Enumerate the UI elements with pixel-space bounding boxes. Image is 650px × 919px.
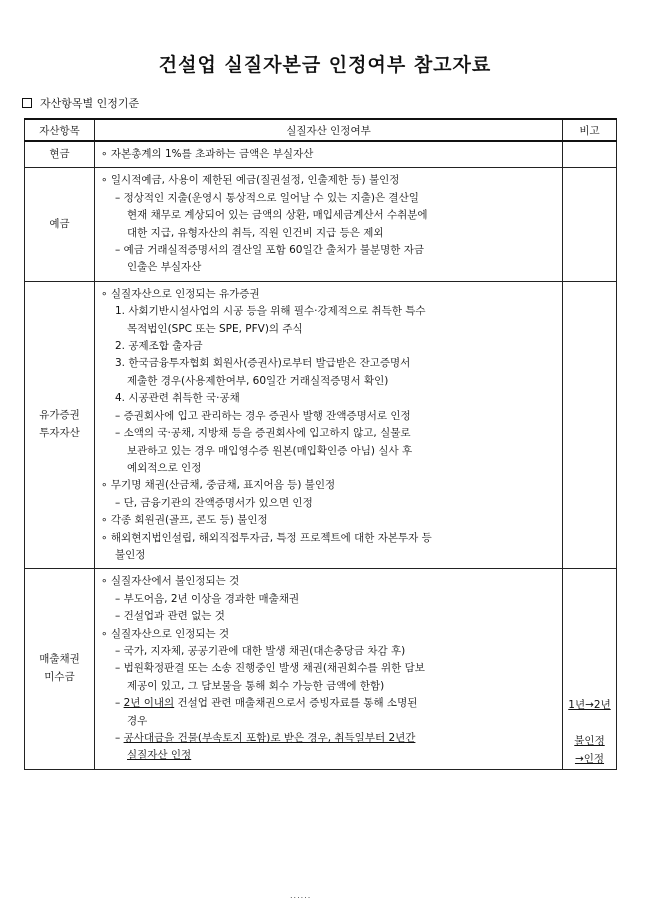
criteria-line: ∘ 실질자산으로 인정되는 유가증권 [101, 287, 260, 300]
header-note: 비고 [563, 119, 617, 141]
criteria-line: – 국가, 지자체, 공공기관에 대한 발생 채권(대손충당금 차감 후) [115, 644, 406, 657]
criteria-line: – 단, 금융기관의 잔액증명서가 있으면 인정 [115, 496, 313, 509]
note-cell [563, 281, 617, 569]
criteria-line: ∘ 자본총계의 1%를 초과하는 금액은 부실자산 [101, 148, 314, 160]
criteria-line: 목적법인(SPC 또는 SPE, PFV)의 주식 [127, 322, 303, 335]
checkbox-square-icon [22, 98, 32, 108]
criteria-line: ∘ 각종 회원권(골프, 콘도 등) 불인정 [101, 514, 268, 527]
table-row [25, 168, 617, 281]
note-cell [563, 569, 617, 769]
criteria-line: 제출한 경우(사용제한여부, 60일간 거래실적증명서 확인) [127, 374, 389, 387]
criteria-line: 보관하고 있는 경우 매입영수증 원본(매입확인증 아님) 실사 후 [127, 444, 413, 457]
page-footer-mark: ...... [290, 891, 312, 900]
category-label: 예금 [49, 217, 70, 230]
section-heading-text: 자산항목별 인정기준 [40, 97, 140, 110]
criteria-line: 불인정 [115, 548, 146, 561]
section-heading [22, 95, 139, 111]
criteria-line: – 공사대금을 건물(부속토지 포함)로 받은 경우, 취득일부터 2년간 [115, 732, 416, 744]
criteria-line: 제공이 있고, 그 담보물을 통해 회수 가능한 금액에 한함) [127, 679, 385, 692]
criteria-line: 3. 한국금융투자협회 회원사(증권사)로부터 발급받은 잔고증명서 [115, 357, 411, 370]
criteria-line: – 건설업과 관련 없는 것 [115, 610, 225, 623]
criteria-line: 현재 채무로 계상되어 있는 금액의 상환, 매입세금계산서 수취분에 [127, 209, 428, 222]
criteria-line: 인출은 부실자산 [127, 261, 202, 274]
criteria-cell [95, 141, 563, 168]
criteria-line: – 소액의 국·공채, 지방채 등을 증권회사에 입고하지 않고, 실물로 [115, 427, 411, 440]
category-cell [25, 569, 95, 769]
criteria-line: 2. 공제조합 출자금 [115, 340, 203, 353]
criteria-line: – 예금 거래실적증명서의 결산일 포함 60일간 출처가 불분명한 자금 [115, 244, 425, 257]
criteria-table [24, 118, 617, 770]
table-header-row [25, 119, 617, 141]
category-label: 유가증권 [39, 409, 80, 422]
table-row [25, 141, 617, 168]
category-label: 미수금 [44, 671, 75, 684]
category-cell [25, 141, 95, 168]
note-text: 1년→2년 [568, 699, 611, 712]
criteria-cell [95, 569, 563, 769]
category-label: 매출채권 [39, 653, 80, 666]
criteria-line: ∘ 일시적예금, 사용이 제한된 예금(질권설정, 인출제한 등) 불인정 [101, 174, 400, 187]
table-row [25, 569, 617, 769]
criteria-cell [95, 168, 563, 281]
category-label: 투자자산 [39, 427, 80, 440]
category-label: 현금 [49, 147, 70, 160]
criteria-line: 예외적으로 인정 [127, 461, 202, 474]
criteria-line: – 부도어음, 2년 이상을 경과한 매출채권 [115, 592, 300, 605]
criteria-line: 대한 지급, 유형자산의 취득, 직원 인건비 지급 등은 제외 [127, 226, 384, 239]
header-criteria: 실질자산 인정여부 [95, 119, 563, 141]
criteria-line: ∘ 해외현지법인설립, 해외직접투자금, 특정 프로젝트에 대한 자본투자 등 [101, 531, 432, 544]
header-category: 자산항목 [25, 119, 95, 141]
criteria-line: – 정상적인 지출(운영시 통상적으로 일어날 수 있는 지출)은 결산일 [115, 191, 419, 204]
note-cell [563, 141, 617, 168]
note-cell [563, 168, 617, 281]
criteria-line: – 법원확정판결 또는 소송 진행중인 발생 채권(채권회수를 위한 담보 [115, 662, 425, 675]
document-title: 건설업 실질자본금 인정여부 참고자료 [158, 54, 492, 76]
table-row [25, 281, 617, 569]
criteria-line: 4. 시공관련 취득한 국·공채 [115, 392, 240, 405]
note-text: 불인정 [574, 735, 605, 748]
criteria-line: ∘ 무기명 채권(산금채, 중금채, 표지어음 등) 불인정 [101, 479, 336, 492]
category-cell [25, 281, 95, 569]
criteria-cell [95, 281, 563, 569]
criteria-line: – 2년 이내의 건설업 관련 매출채권으로서 증빙자료를 통해 소명된 [115, 697, 418, 710]
criteria-line: ∘ 실질자산으로 인정되는 것 [101, 627, 230, 640]
criteria-line: 실질자산 인정 [127, 749, 192, 762]
criteria-line: – 증권회사에 입고 관리하는 경우 증권사 발행 잔액증명서로 인정 [115, 409, 411, 422]
note-text: →인정 [574, 753, 605, 766]
criteria-line: 경우 [127, 714, 148, 727]
criteria-line: 1. 사회기반시설사업의 시공 등을 위해 필수·강제적으로 취득한 특수 [115, 305, 426, 318]
criteria-line: ∘ 실질자산에서 불인정되는 것 [101, 575, 240, 588]
category-cell [25, 168, 95, 281]
